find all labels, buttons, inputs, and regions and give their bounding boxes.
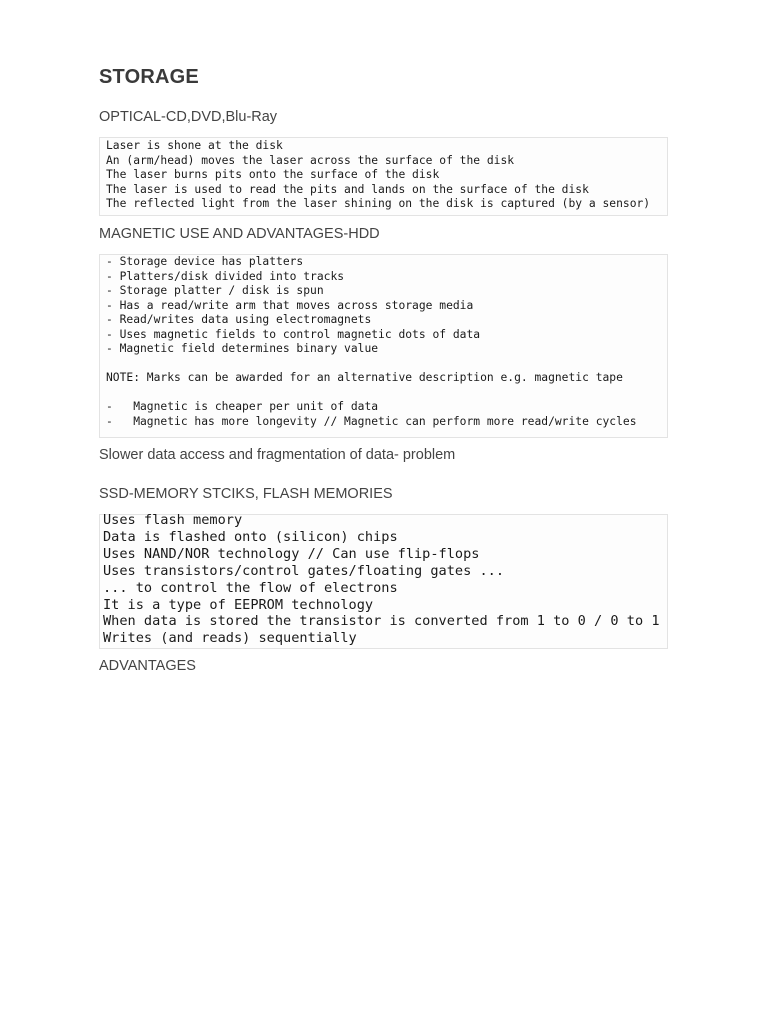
- ssd-line: Data is flashed onto (silicon) chips: [103, 528, 398, 545]
- ssd-line: Writes (and reads) sequentially: [103, 630, 357, 647]
- magnetic-line: - Storage platter / disk is spun: [106, 284, 324, 297]
- ssd-line: Uses flash memory: [103, 512, 243, 528]
- optical-line: An (arm/head) moves the laser across the surface of the disk: [106, 153, 515, 167]
- optical-line: The laser is used to read the pits and lands on the surface of the disk: [106, 182, 589, 196]
- advantages-heading: ADVANTAGES: [99, 658, 196, 674]
- ssd-line: Uses transistors/control gates/floating gates ...: [103, 562, 505, 579]
- optical-line: Laser is shone at the disk: [106, 139, 283, 152]
- ssd-heading: SSD-MEMORY STCIKS, FLASH MEMORIES: [99, 486, 393, 502]
- optical-heading: OPTICAL-CD,DVD,Blu-Ray: [99, 109, 278, 125]
- magnetic-line: - Platters/disk divided into tracks: [106, 269, 345, 283]
- page-title: STORAGE: [99, 66, 199, 88]
- magnetic-problem-text: Slower data access and fragmentation of data- problem: [99, 447, 456, 463]
- ssd-line: Uses NAND/NOR technology // Can use flip-flops: [103, 545, 480, 562]
- magnetic-note: NOTE: Marks can be awarded for an alternative description e.g. magnetic tape: [106, 371, 623, 384]
- magnetic-line: - Magnetic field determines binary value: [106, 342, 379, 355]
- magnetic-line: - Uses magnetic fields to control magnetic dots of data: [106, 327, 481, 341]
- magnetic-heading: MAGNETIC USE AND ADVANTAGES-HDD: [99, 226, 380, 242]
- ssd-answer-box: [99, 514, 668, 649]
- magnetic-advantage: - Magnetic is cheaper per unit of data: [106, 400, 379, 413]
- ssd-line: When data is stored the transistor is converted from 1 to 0 / 0 to 1: [103, 613, 660, 630]
- magnetic-line: - Read/writes data using electromagnets: [106, 313, 372, 326]
- magnetic-answer-box: [99, 254, 668, 438]
- magnetic-line: - Has a read/write arm that moves across storage media: [106, 298, 474, 312]
- optical-line: The reflected light from the laser shining on the disk is captured (by a sensor): [106, 197, 651, 210]
- optical-answer-box: [99, 137, 668, 216]
- magnetic-advantage: - Magnetic has more longevity // Magnetic can perform more read/write cycles: [106, 414, 637, 428]
- magnetic-line: [106, 357, 667, 372]
- magnetic-line: - Storage device has platters: [106, 255, 304, 268]
- optical-line: The laser burns pits onto the surface of the disk: [106, 168, 440, 181]
- ssd-line: ... to control the flow of electrons: [103, 579, 398, 596]
- ssd-line: It is a type of EEPROM technology: [103, 596, 374, 613]
- magnetic-line: [106, 386, 667, 401]
